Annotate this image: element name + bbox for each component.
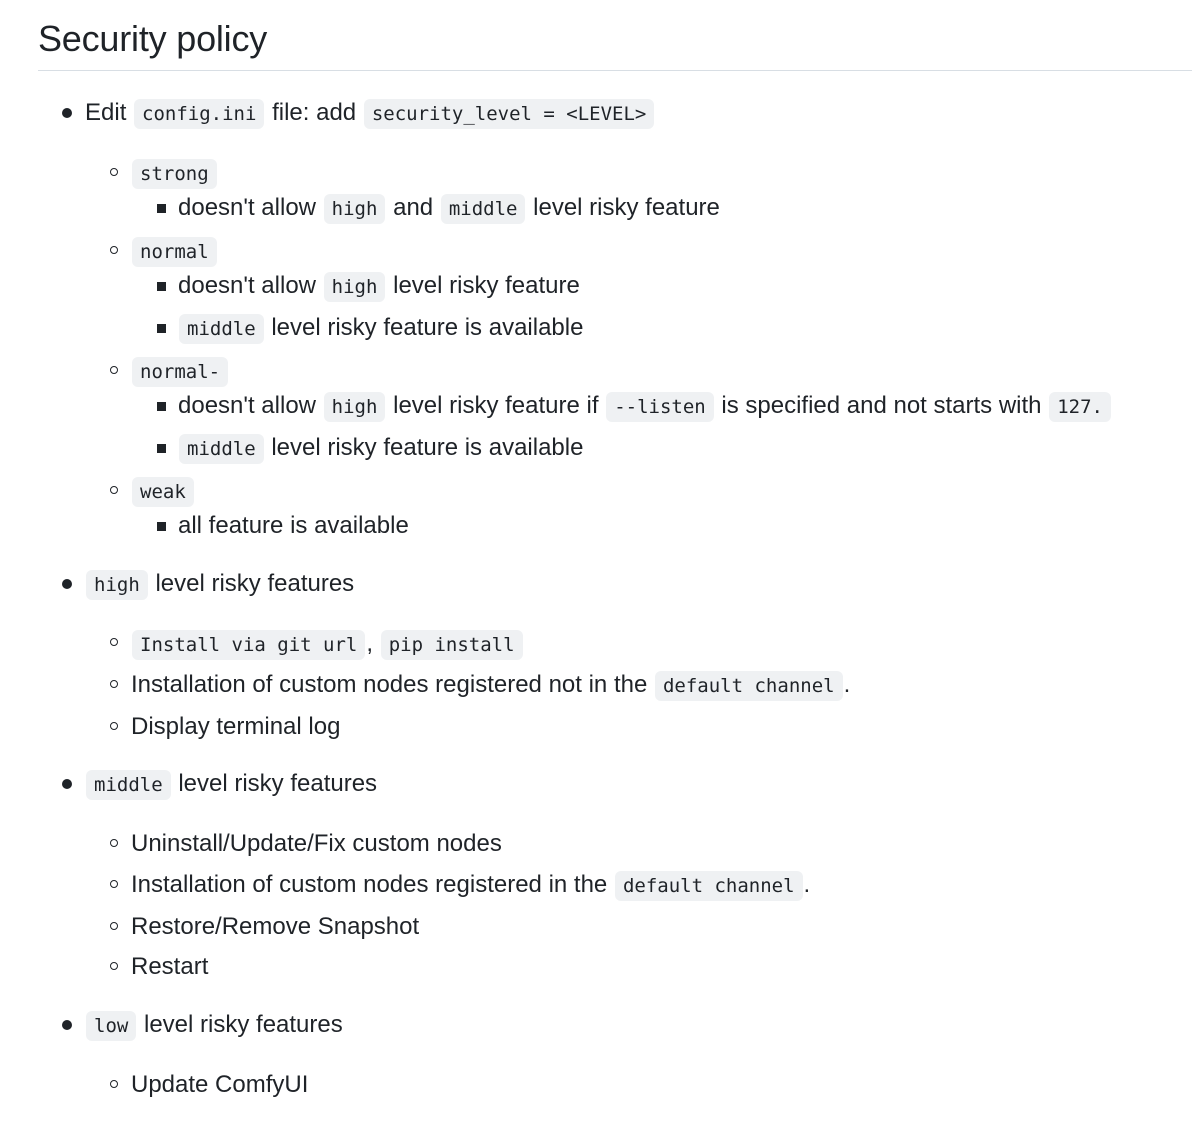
level-name-code: normal	[132, 237, 217, 267]
bullet-disc-icon	[62, 579, 72, 589]
install-git-code: Install via git url	[132, 630, 365, 660]
normal-rule-1: doesn't allow high level risky feature	[178, 268, 580, 304]
config-edit-line	[85, 95, 655, 131]
middle-code: middle	[179, 434, 264, 464]
middle-code: middle	[179, 314, 264, 344]
high-item-install-git: Install via git url , pip install	[131, 626, 524, 662]
middle-item-uninstall: Uninstall/Update/Fix custom nodes	[131, 830, 502, 857]
bullet-disc-icon	[62, 1020, 72, 1030]
bullet-square-icon	[157, 402, 166, 411]
bullet-circle-icon	[110, 366, 118, 374]
bullet-circle-icon	[110, 962, 118, 970]
bullet-circle-icon	[110, 638, 118, 646]
bullet-square-icon	[157, 204, 166, 213]
level-name-code: normal-	[132, 357, 228, 387]
middle-code: middle	[441, 194, 526, 224]
bullet-square-icon	[157, 324, 166, 333]
config-file-code: config.ini	[134, 99, 264, 129]
edit-text: Edit	[85, 99, 127, 126]
bullet-square-icon	[157, 444, 166, 453]
high-features-heading: high level risky features	[85, 566, 354, 602]
bullet-circle-icon	[110, 880, 118, 888]
normal-minus-rule-2: middle level risky feature is available	[178, 430, 583, 466]
bullet-square-icon	[157, 282, 166, 291]
level-normal	[131, 233, 218, 269]
page-title: Security policy	[38, 18, 268, 59]
high-item-terminal: Display terminal log	[131, 713, 341, 740]
localhost-code: 127.	[1049, 392, 1111, 422]
middle-item-restart: Restart	[131, 953, 209, 980]
default-channel-code: default channel	[615, 871, 803, 901]
bullet-square-icon	[157, 522, 166, 531]
file-add-text: file: add	[272, 99, 357, 126]
level-normal-minus	[131, 353, 229, 389]
normal-rule-2: middle level risky feature is available	[178, 310, 583, 346]
bullet-disc-icon	[62, 779, 72, 789]
high-item-install-custom: Installation of custom nodes registered not in the default channel .	[131, 667, 850, 703]
bullet-circle-icon	[110, 1080, 118, 1088]
middle-item-snapshot: Restore/Remove Snapshot	[131, 913, 420, 940]
low-code: low	[86, 1011, 136, 1041]
high-code: high	[86, 570, 148, 600]
high-code: high	[324, 392, 386, 422]
bullet-circle-icon	[110, 922, 118, 930]
bullet-circle-icon	[110, 680, 118, 688]
title-divider	[38, 70, 1192, 71]
bullet-circle-icon	[110, 839, 118, 847]
low-item-update: Update ComfyUI	[131, 1071, 309, 1098]
weak-rule-1: all feature is available	[178, 512, 409, 539]
bullet-circle-icon	[110, 246, 118, 254]
security-level-code: security_level = <LEVEL>	[364, 99, 655, 129]
listen-code: --listen	[606, 392, 714, 422]
middle-features-heading: middle level risky features	[85, 766, 377, 802]
level-weak	[131, 473, 195, 509]
level-name-code: weak	[132, 477, 194, 507]
middle-code: middle	[86, 770, 171, 800]
bullet-circle-icon	[110, 486, 118, 494]
default-channel-code: default channel	[655, 671, 843, 701]
bullet-circle-icon	[110, 168, 118, 176]
low-features-heading: low level risky features	[85, 1007, 343, 1043]
high-code: high	[324, 194, 386, 224]
pip-install-code: pip install	[381, 630, 523, 660]
strong-rule-1: doesn't allow high and middle level risky feature	[178, 190, 720, 226]
level-strong	[131, 155, 218, 191]
bullet-circle-icon	[110, 722, 118, 730]
middle-item-install-custom: Installation of custom nodes registered in the default channel .	[131, 867, 810, 903]
level-name-code: strong	[132, 159, 217, 189]
high-code: high	[324, 272, 386, 302]
bullet-disc-icon	[62, 108, 72, 118]
normal-minus-rule-1: doesn't allow high level risky feature if --listen is specified and not starts with 127.	[178, 388, 1112, 424]
